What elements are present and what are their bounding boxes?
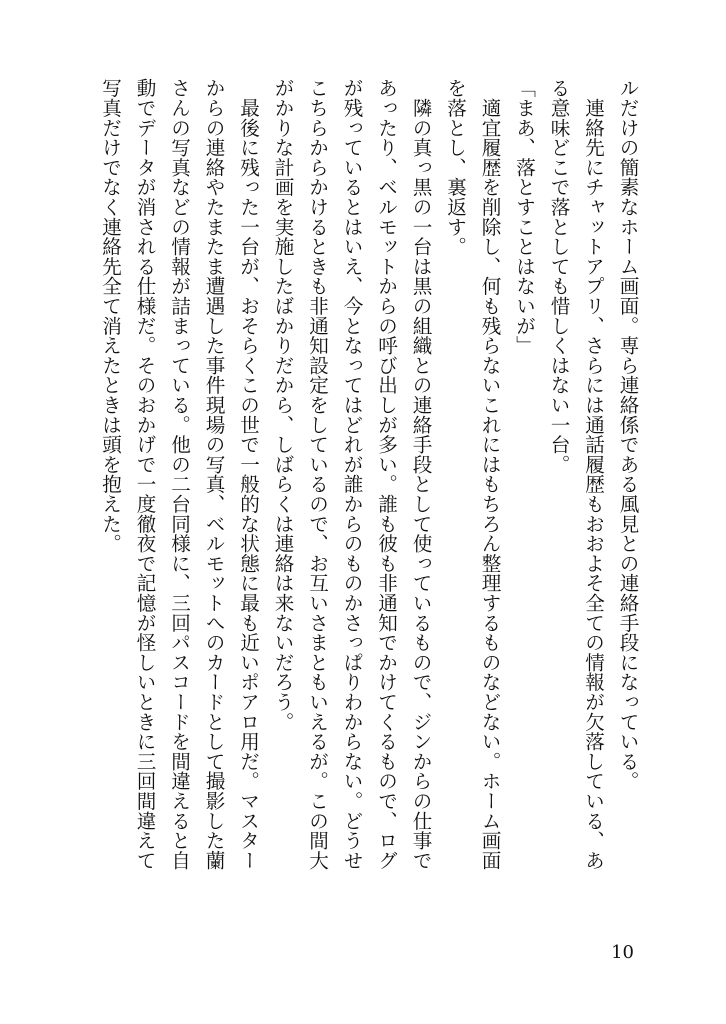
text-line: 隣の真っ黒の一台は黒の組織との連絡手段として使っているもので、ジンからの仕事で xyxy=(409,78,432,870)
text-line: が残っているとはいえ、今となってはどれが誰からのものかさっぱりわからない。どうせ xyxy=(340,78,363,870)
page-number: 10 xyxy=(611,942,634,963)
text-line: ルだけの簡素なホーム画面。専ら連絡係である風見との連絡手段になっている。 xyxy=(616,78,639,791)
vertical-text-body xyxy=(92,78,644,908)
text-line: 最後に残った一台が、おそらくこの世で一般的な状態に最も近いポアロ用だ。マスター xyxy=(236,78,260,870)
text-line: 「まあ、落とすことはないが」 xyxy=(512,78,536,356)
text-line: 適宜履歴を削除し、何も残らないこれにはもちろん整理するものなどない。ホーム画面 xyxy=(478,78,501,870)
text-line: がかりな計画を実施したばかりだから、しばらくは連絡は来ないだろう。 xyxy=(271,78,294,732)
text-line: 写真だけでなく連絡先全て消えたときは頭を抱えた。 xyxy=(98,78,122,554)
text-line: 動でデータが消される仕様だ。そのおかげで一度徹夜で記憶が怪しいときに三回間違えて xyxy=(133,78,156,870)
text-line: る意味どこで落としても惜しくはない一台。 xyxy=(547,78,570,474)
text-line: を落とし、裏返す。 xyxy=(443,78,467,257)
text-line: 連絡先にチャットアプリ、さらには通話履歴もおおよそ全ての情報が欠落している、あ xyxy=(581,78,605,870)
text-line: こちらからかけるときも非通知設定をしているので、お互いさまともいえるが。この間大 xyxy=(305,78,329,870)
text-line: からの連絡やたまたま遭遇した事件現場の写真、ベルモットへのカードとして撮影した蘭 xyxy=(202,78,225,870)
text-line: あったり、ベルモットからの呼び出しが多い。誰も彼も非通知でかけてくるもので、ログ xyxy=(374,78,398,870)
text-line: さんの写真などの情報が詰まっている。他の二台同様に、三回パスコードを間違えると自 xyxy=(167,78,191,870)
